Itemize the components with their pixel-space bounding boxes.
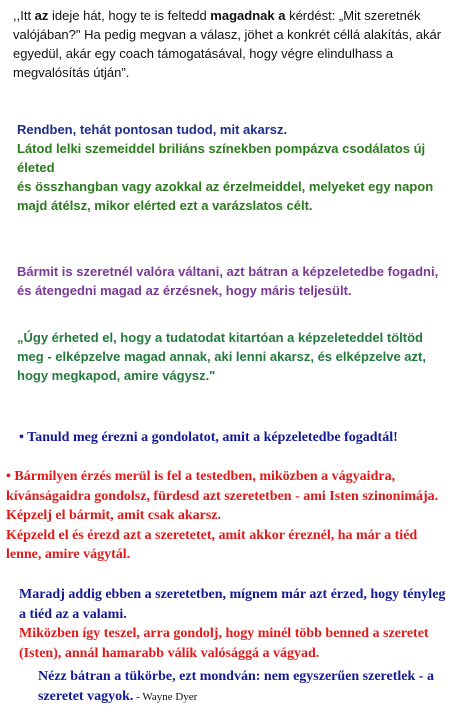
goal-line-2: Látod lelki szemeiddel briliáns színekben pompázva csodálatos új életed xyxy=(17,141,426,175)
intro-bold-magadnak: magadnak a xyxy=(210,8,286,23)
feeling-text: Bármilyen érzés merül is fel a testedben, miközben a vágyaidra, kívánságaidra gondolsz, fürdesd azt szeretetben - ami Isten szinonimája. Képzelj el bármit, amit csak akarsz. xyxy=(6,469,439,523)
mirror-text: Nézz bátran a tükörbe, ezt mondván: nem egyszerűen szeretlek - a szeretet vagyok. xyxy=(38,669,434,704)
meanwhile-text: Miközben így teszel, arra gondolj, hogy minél több benned a szeretet (Isten), annál hamarabb válik valósággá a vágyad. xyxy=(19,626,429,661)
intro-bold-az: az xyxy=(34,8,49,23)
block-imagine xyxy=(17,262,449,300)
quote-text: „Úgy érheted el, hogy a tudatodat kitartóan a képzeleteddel töltöd meg - elképzelve magad annak, aki lenni akarsz, és elképzelve azt, hogy megkapod, amire vágysz." xyxy=(17,330,426,383)
stay-love-text: Maradj addig ebben a szeretetben, mígnem már azt érzed, hogy tényleg a tiéd az a valami. xyxy=(19,587,446,622)
goal-line-3: és összhangban vagy azokkal az érzelmeiddel, melyeket egy napon majd átélsz, mikor elérted ezt a varázslatos célt. xyxy=(17,179,434,213)
goal-line-1: Rendben, tehát pontosan tudod, mit akarsz. xyxy=(17,122,288,137)
bullet-1: • xyxy=(19,430,24,445)
block-learn-feel xyxy=(19,428,449,448)
learn-feel-text: Tanuld meg érezni a gondolatot, amit a képzeletedbe fogadtál! xyxy=(23,430,398,445)
bullet-2: • xyxy=(6,469,11,484)
block-goal-known xyxy=(17,120,447,215)
imagine-text: Bármit is szeretnél valóra váltani, azt bátran a képzeletedbe fogadni, és átengedni magad az érzésnek, hogy máris teljesült. xyxy=(17,264,439,298)
block-quote xyxy=(17,328,447,385)
author-credit: - Wayne Dyer xyxy=(133,690,198,703)
block-mirror xyxy=(38,667,450,707)
feeling-text-2: Képzeld el és érezd azt a szeretetet, amit akkor éreznél, ha már a tiéd lenne, amire vágytál. xyxy=(6,527,418,562)
block-feeling xyxy=(6,467,450,565)
block-stay-love xyxy=(19,585,449,663)
intro-mid2: kérdést: „Mit szeretnék valójában?" Ha pedig megvan a válasz, jöhet a konkrét céllá alakítás, akár egyedül, akár egy coach támogatásával, hogy végre elindulhass a megvalósítás útján”. xyxy=(13,8,442,80)
intro-open: ,,Itt xyxy=(13,8,35,23)
intro-paragraph xyxy=(13,6,445,82)
intro-mid1: ideje hát, hogy te is feltedd xyxy=(48,8,211,23)
